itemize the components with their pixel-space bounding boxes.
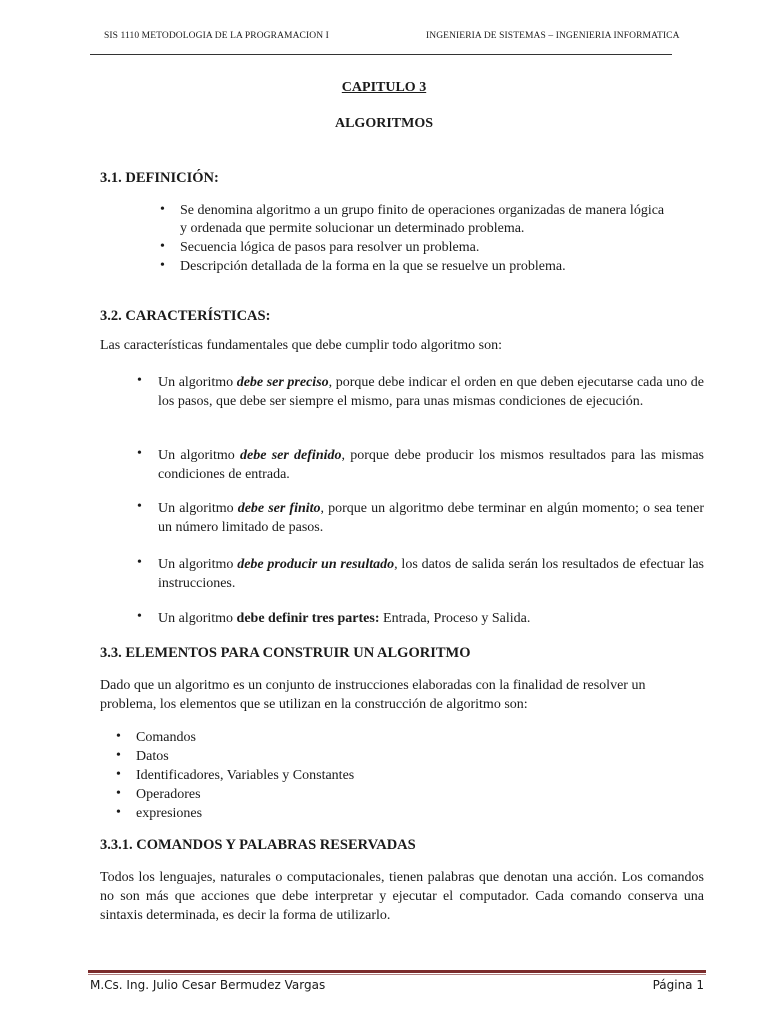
- bullet-icon: •: [116, 805, 121, 820]
- footer-author: M.Cs. Ing. Julio Cesar Bermudez Vargas: [90, 978, 326, 992]
- bullet-icon: •: [137, 446, 142, 461]
- bullet-icon: •: [137, 555, 142, 570]
- section-3-3-1-paragraph: Todos los lenguajes, naturales o computacionales, tienen palabras que denotan una acción. Los comandos no son más que acciones que debe interpretar y ejecutar el computador. Cada comando conserva una sintaxis determinada, es decir la forma de utilizarlo.: [100, 870, 704, 923]
- definition-item-2: Secuencia lógica de pasos para resolver un problema.: [180, 240, 480, 255]
- header-course: SIS 1110 METODOLOGIA DE LA PROGRAMACION I: [104, 31, 329, 41]
- footer-rule: [88, 970, 706, 973]
- section-3-3-intro: Dado que un algoritmo es un conjunto de instrucciones elaboradas con la finalidad de resolver un problema, los elementos que se utilizan en la construcción de algoritmo son:: [100, 678, 646, 712]
- section-3-2-intro: Las características fundamentales que debe cumplir todo algoritmo son:: [100, 338, 502, 353]
- characteristic-item: Un algoritmo debe ser definido, porque debe producir los mismos resultados para las mismas condiciones de entrada.: [158, 448, 704, 482]
- element-item: Identificadores, Variables y Constantes: [136, 768, 355, 783]
- section-3-3-1-heading: 3.3.1. COMANDOS Y PALABRAS RESERVADAS: [100, 837, 416, 853]
- element-item: Datos: [136, 749, 169, 764]
- footer-page-number: Página 1: [652, 978, 704, 992]
- element-item: Comandos: [136, 730, 196, 745]
- header-rule: [90, 54, 672, 55]
- chapter-title: ALGORITMOS: [334, 116, 433, 131]
- characteristic-item: Un algoritmo debe producir un resultado, los datos de salida serán los resultados de efectuar las instrucciones.: [158, 557, 705, 591]
- bullet-icon: •: [116, 786, 121, 801]
- chapter-number: CAPITULO 3: [341, 80, 427, 95]
- bullet-icon: •: [160, 258, 165, 273]
- element-item: Operadores: [136, 787, 201, 802]
- characteristic-item: Un algoritmo debe ser finito, porque un algoritmo debe terminar en algún momento; o sea tener un número limitado de pasos.: [158, 501, 705, 535]
- section-3-3-heading: 3.3. ELEMENTOS PARA CONSTRUIR UN ALGORITMO: [100, 645, 471, 661]
- header-department: INGENIERIA DE SISTEMAS – INGENIERIA INFORMATICA: [426, 31, 680, 41]
- definition-item-1: Se denomina algoritmo a un grupo finito de operaciones organizadas de manera lógica y ordenada que permite solucionar un determinado problema.: [180, 203, 665, 236]
- characteristic-item: Un algoritmo debe definir tres partes: Entrada, Proceso y Salida.: [158, 611, 531, 626]
- bullet-icon: •: [116, 767, 121, 782]
- element-item: expresiones: [136, 806, 203, 821]
- section-3-2-heading: 3.2. CARACTERÍSTICAS:: [100, 308, 271, 324]
- bullet-icon: •: [116, 729, 121, 744]
- bullet-icon: •: [137, 373, 142, 388]
- bullet-icon: •: [160, 239, 165, 254]
- bullet-icon: •: [116, 748, 121, 763]
- characteristic-item: Un algoritmo debe ser preciso, porque debe indicar el orden en que deben ejecutarse cada uno de los pasos, que debe ser siempre el mismo, para unas mismas condiciones de ejecución.: [158, 375, 704, 409]
- bullet-icon: •: [137, 499, 142, 514]
- footer-rule-thin: [88, 974, 706, 975]
- bullet-icon: •: [137, 609, 142, 624]
- section-3-1-heading: 3.1. DEFINICIÓN:: [100, 170, 219, 186]
- definition-item-3: Descripción detallada de la forma en la que se resuelve un problema.: [180, 259, 566, 274]
- bullet-icon: •: [160, 202, 165, 217]
